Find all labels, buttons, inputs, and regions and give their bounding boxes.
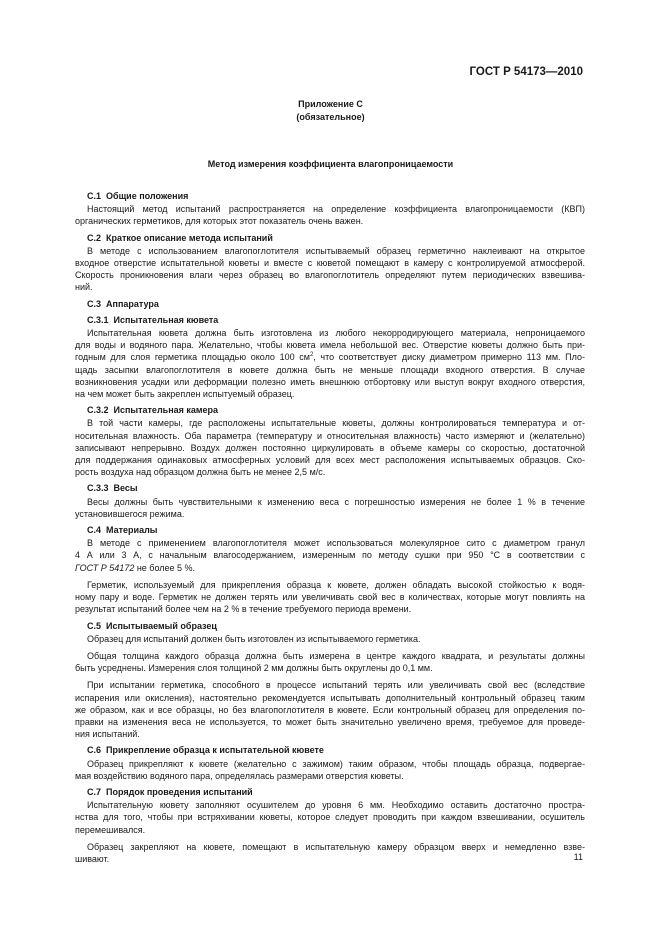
section-number: С.5 bbox=[87, 620, 102, 631]
paragraph-line: ния испытаний. bbox=[75, 729, 140, 740]
paragraph-line: ний. bbox=[75, 282, 93, 293]
section-heading-c2 bbox=[75, 232, 585, 244]
section-title: Испытательная камера bbox=[113, 405, 219, 416]
paragraph-line: рость воздуха над образцом должна быть не менее 2,5 м/с. bbox=[75, 467, 326, 478]
section-heading-c6 bbox=[75, 744, 585, 756]
paragraph-line: для воды и водяного пара. Желательно, чтобы кювета имела небольшой вес. Отверстие кюветы должно быть при- bbox=[75, 340, 585, 351]
section-title: Общие положения bbox=[106, 191, 189, 201]
section-title: Испытательная кювета bbox=[113, 314, 219, 325]
section-number: С.2 bbox=[87, 232, 102, 243]
annex-heading bbox=[0, 98, 661, 124]
paragraph-line: правки на изменения веса не используется, то может быть значительно увеличено время, требуемое для проведе- bbox=[75, 716, 585, 727]
paragraph-line: Образец закрепляют на кювете, помещают в испытательную камеру образцом вверх и немедленно взве- bbox=[87, 841, 585, 852]
paragraph-line: органических герметиков, для которых этот показатель очень важен. bbox=[75, 216, 364, 227]
paragraph-line: шивают. bbox=[75, 853, 110, 864]
section-title: Краткое описание метода испытаний bbox=[106, 232, 273, 243]
paragraph-line: возникновения усадки или деформации полезно иметь внешнюю отбортовку или выступ вокруг входного отверстия, bbox=[75, 376, 585, 387]
section-number: С.3.3 bbox=[87, 483, 109, 494]
section-heading-c31 bbox=[75, 314, 585, 326]
section-heading-c1 bbox=[75, 190, 585, 202]
paragraph-line: Герметик, используемый для прикрепления образца к кювете, должен обладать высокой стойкостью к водя- bbox=[87, 579, 585, 590]
document-number: ГОСТ Р 54173—2010 bbox=[469, 66, 583, 78]
annex-status: (обязательное) bbox=[296, 112, 365, 122]
annex-title: Приложение С bbox=[298, 99, 363, 109]
section-heading-c7 bbox=[75, 786, 585, 798]
paragraph-line: годным для слоя герметика площадью около 100 $см^2$, что соответствует диску диаметром примерно 113 мм. Пло- bbox=[75, 352, 585, 363]
section-heading-c3 bbox=[75, 298, 585, 310]
section-heading-c5 bbox=[75, 620, 585, 632]
paragraph-line: Испытательная кювета должна быть изготовлена из любого некорродирующего материала, непроницаемого bbox=[87, 328, 585, 339]
section-heading-c33 bbox=[75, 482, 585, 494]
paragraph-line: щадь засыпки влагопоглотителя в кювете должна быть не меньше площади входного отверстия. В случае bbox=[75, 364, 585, 375]
paragraph-line: Скорость проникновения влаги через образец во влагопоглотитель определяют путем периодических взвешива- bbox=[75, 270, 585, 281]
paragraph-line: Испытательную кювету заполняют осушителем до уровня 6 мм. Необходимо оставить достаточно простра- bbox=[87, 800, 585, 811]
section-title: Весы bbox=[113, 483, 138, 494]
paragraph-line: входное отверстие испытательной кюветы и вместе с кюветой помещают в камеру с контролируемой атмосферой. bbox=[75, 258, 585, 269]
paragraph-line: записывают непрерывно. Воздух должен постоянно циркулировать в объеме камеры со скоростью, достаточной bbox=[75, 442, 585, 453]
section-title: Материалы bbox=[106, 525, 158, 536]
section-number: С.7 bbox=[87, 786, 102, 797]
paragraph-line: на чем может быть закреплен испытуемый образец. bbox=[75, 389, 295, 400]
paragraph-line: установившегося режима. bbox=[75, 508, 185, 519]
section-title: Аппаратура bbox=[106, 298, 159, 309]
paragraph-line: для поддержания одинаковых атмосферных условий для всех мест расположения испытываемых образцов. Ско- bbox=[75, 455, 585, 466]
paragraph-line: испарения или окисления), настоятельно рекомендуется испытывать дополнительный контрольный образец таким bbox=[75, 692, 585, 703]
section-number: С.3.2 bbox=[87, 405, 109, 416]
section-number: С.4 bbox=[87, 525, 102, 536]
paragraph-line: перемешивался. bbox=[75, 824, 146, 835]
paragraph-line: результат испытаний более чем на 2 % в течение требуемого периода времени. bbox=[75, 604, 412, 615]
paragraph-line: ному пару и воде. Герметик не должен терять или увеличивать свой вес в количествах, которые могут повлиять на bbox=[75, 592, 585, 603]
paragraph-line: В той части камеры, где расположены испытательные кюветы, должны контролироваться температура и от- bbox=[87, 418, 585, 429]
page-number: 11 bbox=[573, 852, 583, 862]
section-title: Прикрепление образца к испытательной кювете bbox=[106, 745, 324, 756]
paragraph-line: быть усреднены. Измерения слоя толщиной 2 мм должны быть округлены до 0,1 мм. bbox=[75, 663, 433, 674]
section-title: Порядок проведения испытаний bbox=[106, 786, 253, 797]
paragraph-line: же образом, как и все образцы, но без влагопоглотителя в кювете. Если контрольный образец для определения по- bbox=[75, 704, 585, 715]
paragraph-line: 4 А или 3 А, с начальным влагосодержанием, измеренным по методу сушки при 950 °С в соответствии с bbox=[75, 550, 585, 561]
paragraph-line: Образец прикрепляют к кювете (желательно с зажимом) таким образом, чтобы площадь образца, подвергае- bbox=[87, 758, 585, 769]
section-number: С.3 bbox=[87, 298, 102, 309]
paragraph-line: В методе с использованием влагопоглотителя испытываемый образец герметично наклеивают на открытое bbox=[87, 245, 585, 256]
section-title: Испытываемый образец bbox=[106, 620, 217, 631]
paragraph-line: Весы должны быть чувствительными к изменению веса с погрешностью измерения не более 1 % в течение bbox=[87, 496, 585, 507]
paragraph-line: нства для того, чтобы при встряхивании кюветы, которое следует проводить при каждом взвешивании, осушитель bbox=[75, 812, 585, 823]
section-heading-c32 bbox=[75, 404, 585, 416]
paragraph-line: В методе с применением влагопоглотителя может использоваться молекулярное сито с диаметром гранул bbox=[87, 538, 585, 549]
paragraph-line: Настоящий метод испытаний распространяется на определение коэффициента влагопроницаемости (КВП) bbox=[87, 204, 585, 215]
paragraph-line: ГОСТ Р 54172 не более 5 %. bbox=[75, 562, 196, 573]
section-number: С.1 bbox=[87, 191, 102, 201]
section-number: С.6 bbox=[87, 745, 102, 756]
document-body bbox=[75, 186, 585, 865]
paragraph-line: мая воздействию водяного пара, определялась размерами отверстия кюветы. bbox=[75, 770, 404, 781]
document-title: Метод измерения коэффициента влагопроницаемости bbox=[207, 159, 454, 169]
paragraph-line: Образец для испытаний должен быть изготовлен из испытываемого герметика. bbox=[87, 633, 421, 644]
paragraph-line: носительная влажность. Оба параметра (температуру и относительная влажность) часто измеряют и (желательно) bbox=[75, 430, 585, 441]
section-heading-c4 bbox=[75, 524, 585, 536]
paragraph-line: Общая толщина каждого образца должна быть измерена в центре каждого квадрата, и результаты должны bbox=[87, 650, 585, 661]
paragraph-line: При испытании герметика, способного в процессе испытаний терять или увеличивать свой вес (вследствие bbox=[87, 680, 585, 691]
section-number: С.3.1 bbox=[87, 314, 109, 325]
